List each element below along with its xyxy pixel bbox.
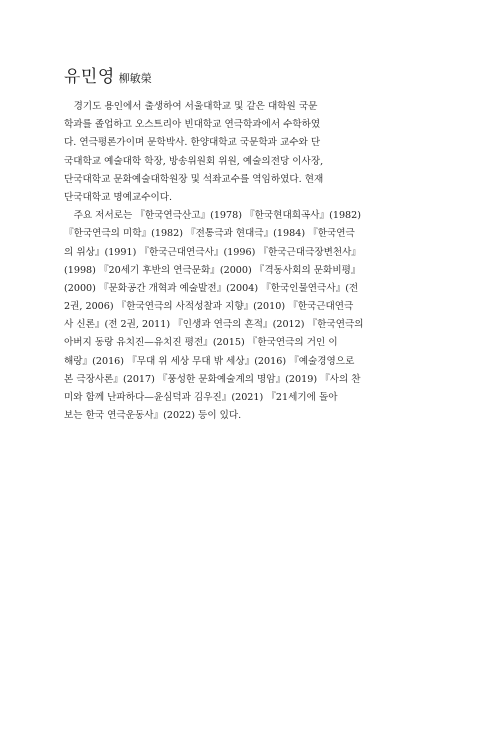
bio-line: 보는 한국 연극운동사』(2022) 등이 있다. bbox=[64, 410, 242, 422]
bio-line: 본 극장사론』(2017) 『풍성한 문화예술계의 명암』(2019) 『사의 찬 bbox=[64, 373, 361, 385]
bio-line: 주요 저서로는 『한국연극산고』(1978) 『한국현대희곡사』(1982) bbox=[64, 210, 362, 222]
bio-line: 단국대학교 명예교수이다. bbox=[64, 191, 173, 203]
author-name: 유민영 bbox=[64, 67, 115, 87]
bio-line: 아버지 동랑 유치진—유치진 평전』(2015) 『한국연극의 거인 이 bbox=[64, 337, 338, 349]
bio-line: (1998) 『20세기 후반의 연극문화』(2000) 『격동사회의 문화비평』 bbox=[64, 264, 361, 276]
bio-line: 『한국연극의 미학』(1982) 『전통극과 현대극』(1984) 『한국연극 bbox=[64, 228, 355, 240]
bio-line: 학과를 졸업하고 오스트리아 빈대학교 연극학과에서 수학하였 bbox=[64, 119, 321, 131]
bio-line: 2권, 2006) 『한국연극의 사적성찰과 지향』(2010) 『한국근대연극 bbox=[64, 301, 354, 313]
bio-line: 미와 함께 난파하다—윤심덕과 김우진』(2021) 『21세기에 돌아 bbox=[64, 392, 338, 403]
bio-line: 국대학교 예술대학 학장, 방송위원회 위원, 예술의전당 이사장, bbox=[64, 155, 324, 167]
bio-line: (2000) 『문화공간 개혁과 예술발전』(2004) 『한국인물연극사』(전 bbox=[64, 282, 359, 294]
bio-line: 의 위상』(1991) 『한국근대연극사』(1996) 『한국근대극장변천사』 bbox=[64, 246, 362, 258]
author-hanja: 柳敏榮 bbox=[118, 72, 152, 85]
bio-line: 단국대학교 문화예술대학원장 및 석좌교수를 역임하였다. 현재 bbox=[64, 173, 324, 185]
author-heading bbox=[64, 62, 152, 87]
bio-line: 경기도 용인에서 출생하여 서울대학교 및 같은 대학원 국문 bbox=[64, 101, 318, 112]
author-biography bbox=[64, 98, 364, 425]
bio-line: 다. 연극평론가이며 문학박사. 한양대학교 국문학과 교수와 단 bbox=[64, 137, 321, 149]
bio-line: 사 신론』(전 2권, 2011) 『인생과 연극의 흔적』(2012) 『한국연극의 bbox=[64, 319, 364, 331]
bio-line: 해랑』(2016) 『무대 위 세상 무대 밖 세상』(2016) 『예술경영으로 bbox=[64, 355, 355, 367]
